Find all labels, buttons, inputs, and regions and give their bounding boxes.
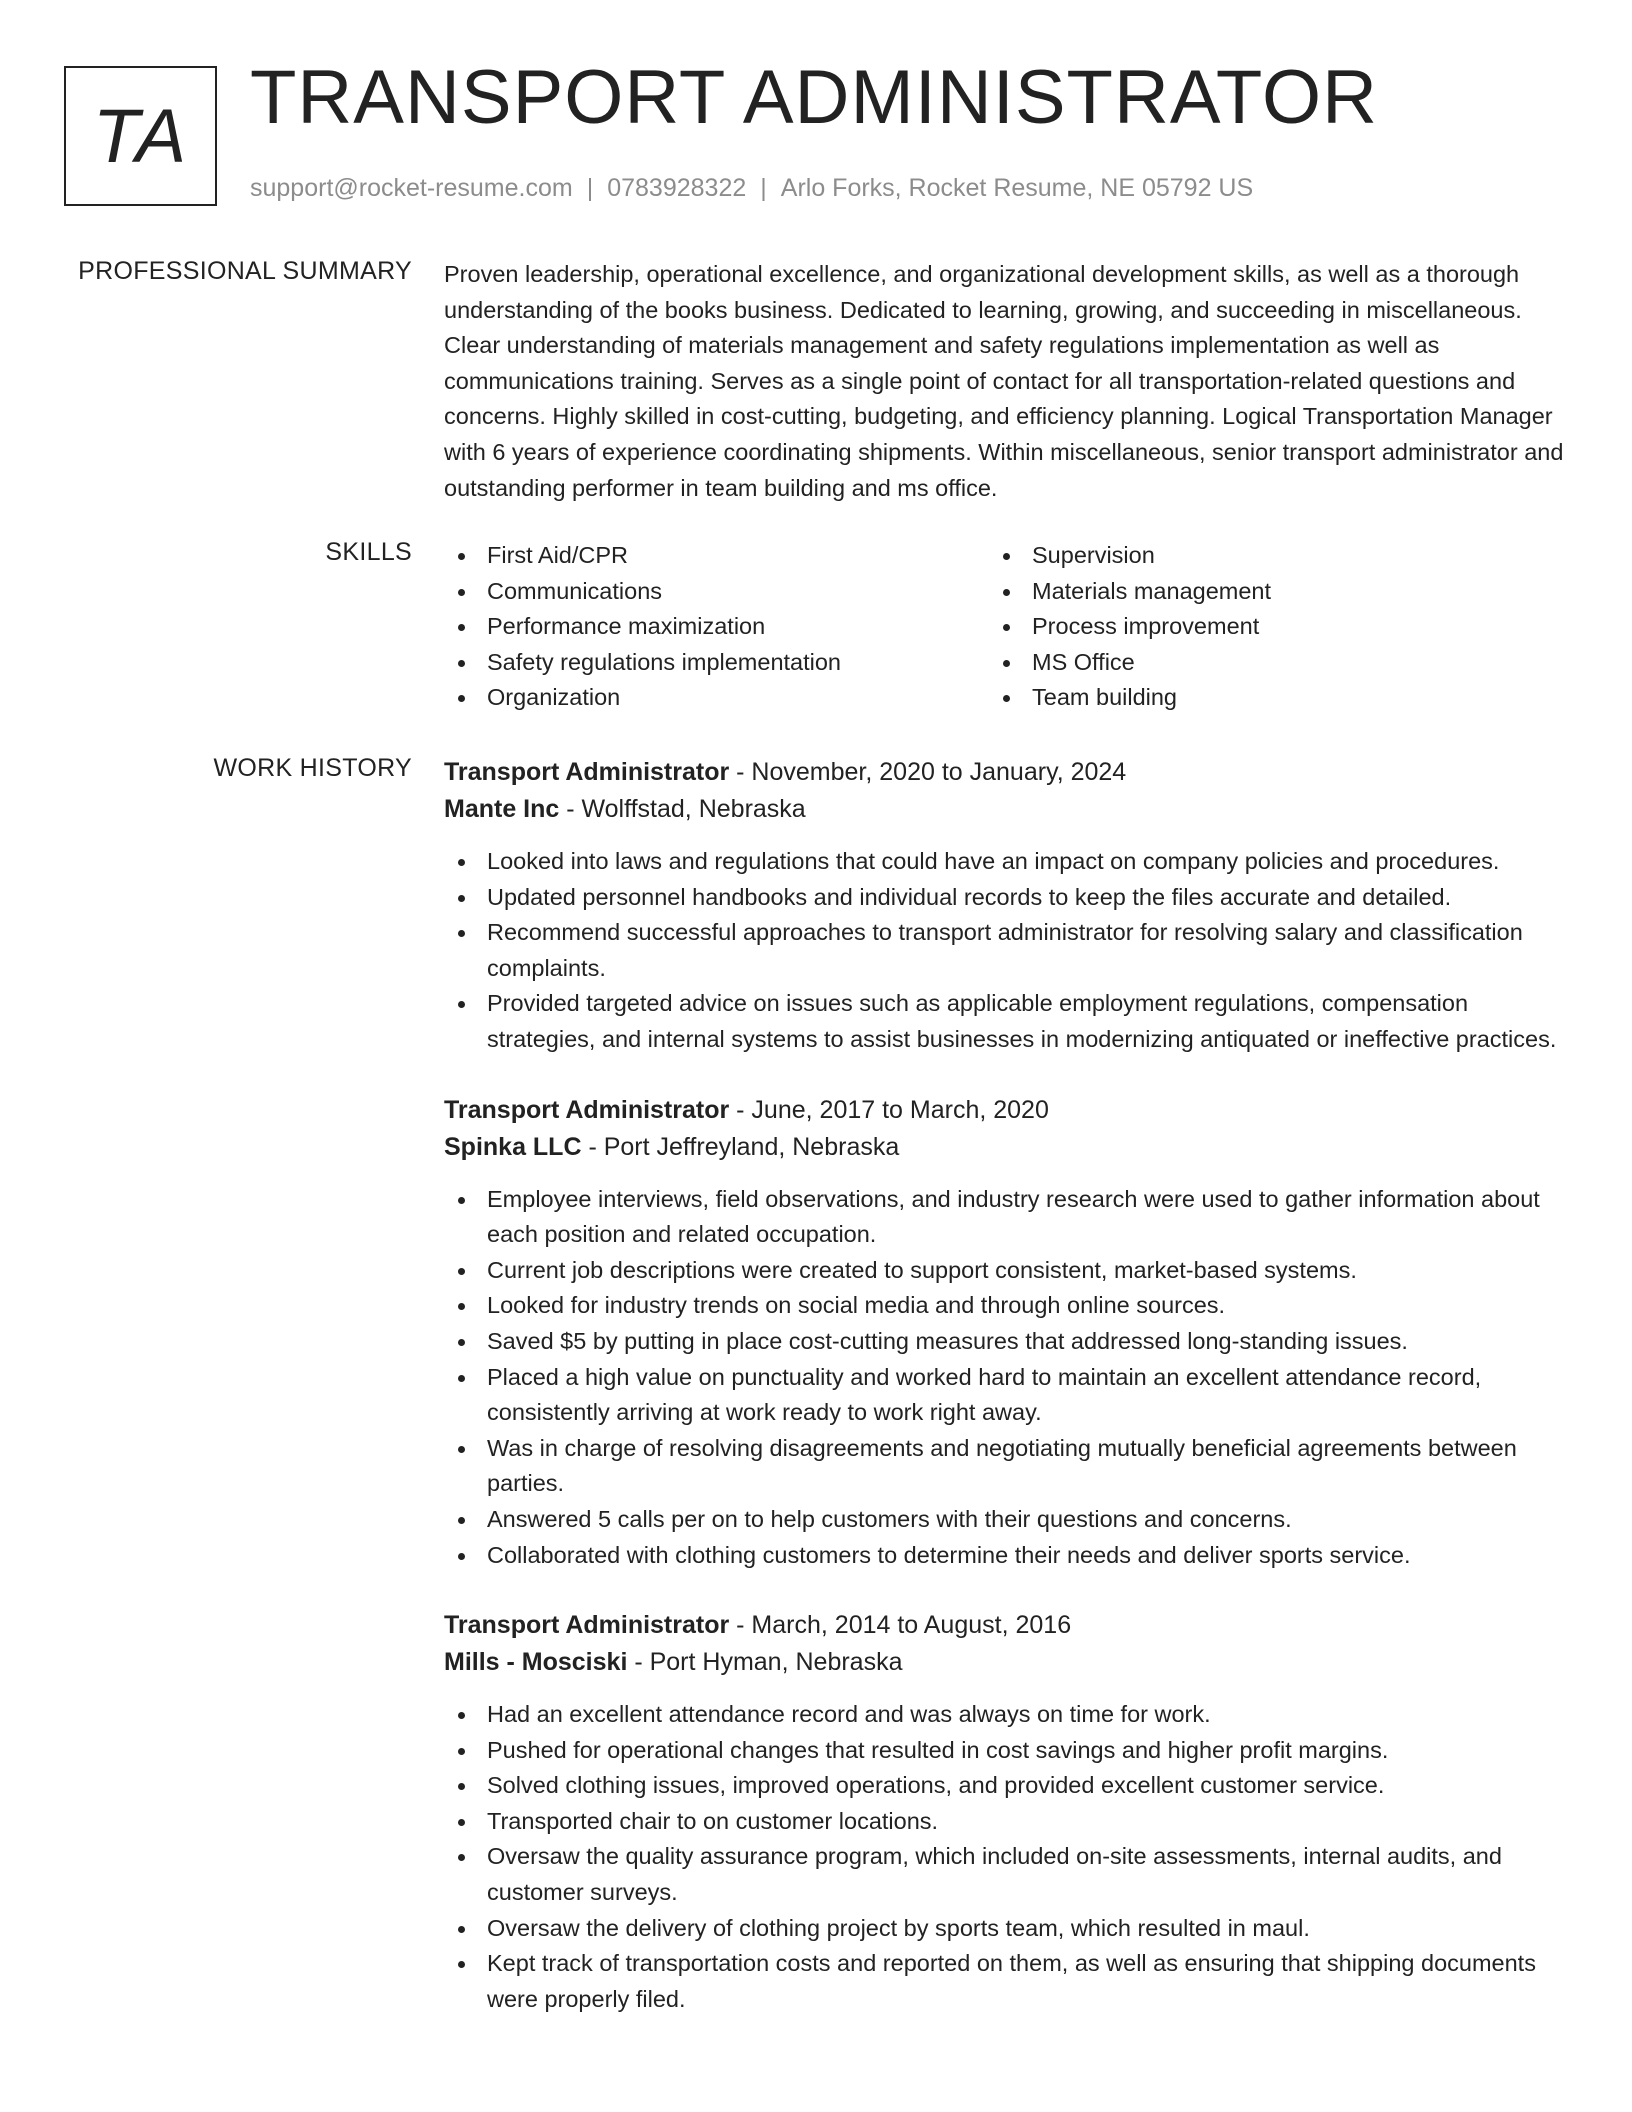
- job-bullet: Recommend successful approaches to transport administrator for resolving salary and classification complaints.: [444, 915, 1564, 986]
- skill-item: First Aid/CPR: [444, 538, 989, 574]
- job-bullet: Kept track of transportation costs and reported on them, as well as ensuring that shipping documents were properly filed.: [444, 1946, 1564, 2017]
- job-company-line: [444, 1644, 1564, 1681]
- job-company-line: [444, 791, 1564, 828]
- skill-item: Communications: [444, 574, 989, 610]
- contact-separator: |: [586, 174, 594, 202]
- monogram-initials: TA: [92, 93, 189, 179]
- job-location: - Wolffstad, Nebraska: [559, 795, 806, 823]
- skill-item: Organization: [444, 680, 989, 716]
- job-bullet: Oversaw the quality assurance program, which included on-site assessments, internal audits, and customer surveys.: [444, 1839, 1564, 1910]
- skill-item: MS Office: [989, 645, 1534, 681]
- job-entry: [444, 1092, 1564, 1574]
- contact-address: Arlo Forks, Rocket Resume, NE 05792 US: [780, 174, 1254, 202]
- job-bullet: Placed a high value on punctuality and worked hard to maintain an excellent attendance record, consistently arriving at work ready to work right away.: [444, 1360, 1564, 1431]
- job-dates: - March, 2014 to August, 2016: [729, 1611, 1072, 1640]
- job-bullet: Collaborated with clothing customers to determine their needs and deliver sports service.: [444, 1538, 1564, 1574]
- job-title-line: [444, 1607, 1564, 1644]
- job-title-line: [444, 754, 1564, 791]
- job-bullet: Transported chair to on customer locations.: [444, 1804, 1564, 1840]
- contact-phone: 0783928322: [607, 174, 747, 202]
- skill-item: Performance maximization: [444, 609, 989, 645]
- skill-item: Safety regulations implementation: [444, 645, 989, 681]
- job-entry: [444, 754, 1564, 1058]
- job-bullet: Current job descriptions were created to support consistent, market-based systems.: [444, 1253, 1564, 1289]
- job-title: Transport Administrator: [444, 1095, 730, 1124]
- job-bullet: Saved $5 by putting in place cost-cutting measures that addressed long-standing issues.: [444, 1324, 1564, 1360]
- job-bullet: Looked for industry trends on social media and through online sources.: [444, 1288, 1564, 1324]
- job-bullets: [444, 1697, 1564, 2017]
- contact-email: support@rocket-resume.com: [250, 174, 573, 202]
- summary-text: Proven leadership, operational excellence, and organizational development skills, as well as a thorough understanding of the books business. Dedicated to learning, growing, and succeeding in miscellaneous. Clear understanding of materials management and safety regulations implementation as well as communications training. Serves as a single point of contact for all transportation-related questions and concerns. Highly skilled in cost-cutting, budgeting, and efficiency planning. Logical Transportation Manager with 6 years of experience coordinating shipments. Within miscellaneous, senior transport administrator and outstanding performer in team building and ms office.: [444, 261, 1564, 501]
- monogram-box: [64, 66, 217, 206]
- job-bullet: Provided targeted advice on issues such as applicable employment regulations, compensation strategies, and internal systems to assist businesses in modernizing antiquated or ineffective practices.: [444, 986, 1564, 1057]
- job-bullet: Updated personnel handbooks and individual records to keep the files accurate and detailed.: [444, 880, 1564, 916]
- skills-grid: [444, 538, 1564, 716]
- job-bullet: Pushed for operational changes that resulted in cost savings and higher profit margins.: [444, 1733, 1564, 1769]
- work-history-body: [444, 754, 1564, 2051]
- contact-separator: |: [760, 174, 767, 202]
- work-history-label: WORK HISTORY: [213, 754, 412, 782]
- skills-list-left: [444, 538, 989, 716]
- job-bullet: Was in charge of resolving disagreements and negotiating mutually beneficial agreements between parties.: [444, 1431, 1564, 1502]
- job-company: Mante Inc: [444, 795, 560, 823]
- job-company-line: [444, 1129, 1564, 1166]
- skills-list-right: [989, 538, 1534, 716]
- job-location: - Port Jeffreyland, Nebraska: [581, 1132, 900, 1161]
- job-company: Spinka LLC: [444, 1132, 582, 1161]
- resume-title: TRANSPORT ADMINISTRATOR: [250, 55, 1378, 140]
- job-bullet: Looked into laws and regulations that could have an impact on company policies and procedures.: [444, 844, 1564, 880]
- job-bullet: Had an excellent attendance record and was always on time for work.: [444, 1697, 1564, 1733]
- skills-label: SKILLS: [325, 538, 412, 566]
- job-title: Transport Administrator: [444, 758, 730, 786]
- job-title: Transport Administrator: [444, 1611, 730, 1640]
- job-location: - Port Hyman, Nebraska: [627, 1648, 903, 1677]
- summary-label: PROFESSIONAL SUMMARY: [78, 257, 412, 285]
- skill-item: Materials management: [989, 574, 1534, 610]
- job-title-line: [444, 1092, 1564, 1129]
- skill-item: Team building: [989, 680, 1534, 716]
- job-bullets: [444, 1182, 1564, 1574]
- job-dates: - June, 2017 to March, 2020: [729, 1095, 1049, 1124]
- job-bullet: Answered 5 calls per on to help customers with their questions and concerns.: [444, 1502, 1564, 1538]
- job-entry: [444, 1607, 1564, 2017]
- job-dates: - November, 2020 to January, 2024: [729, 758, 1127, 786]
- contact-line: [250, 174, 1253, 203]
- job-bullet: Solved clothing issues, improved operations, and provided excellent customer service.: [444, 1768, 1564, 1804]
- job-bullet: Oversaw the delivery of clothing project by sports team, which resulted in maul.: [444, 1911, 1564, 1947]
- job-bullet: Employee interviews, field observations, and industry research were used to gather information about each position and related occupation.: [444, 1182, 1564, 1253]
- summary-body: [444, 257, 1564, 506]
- job-bullets: [444, 844, 1564, 1058]
- skill-item: Process improvement: [989, 609, 1534, 645]
- job-company: Mills - Mosciski: [444, 1648, 628, 1677]
- skill-item: Supervision: [989, 538, 1534, 574]
